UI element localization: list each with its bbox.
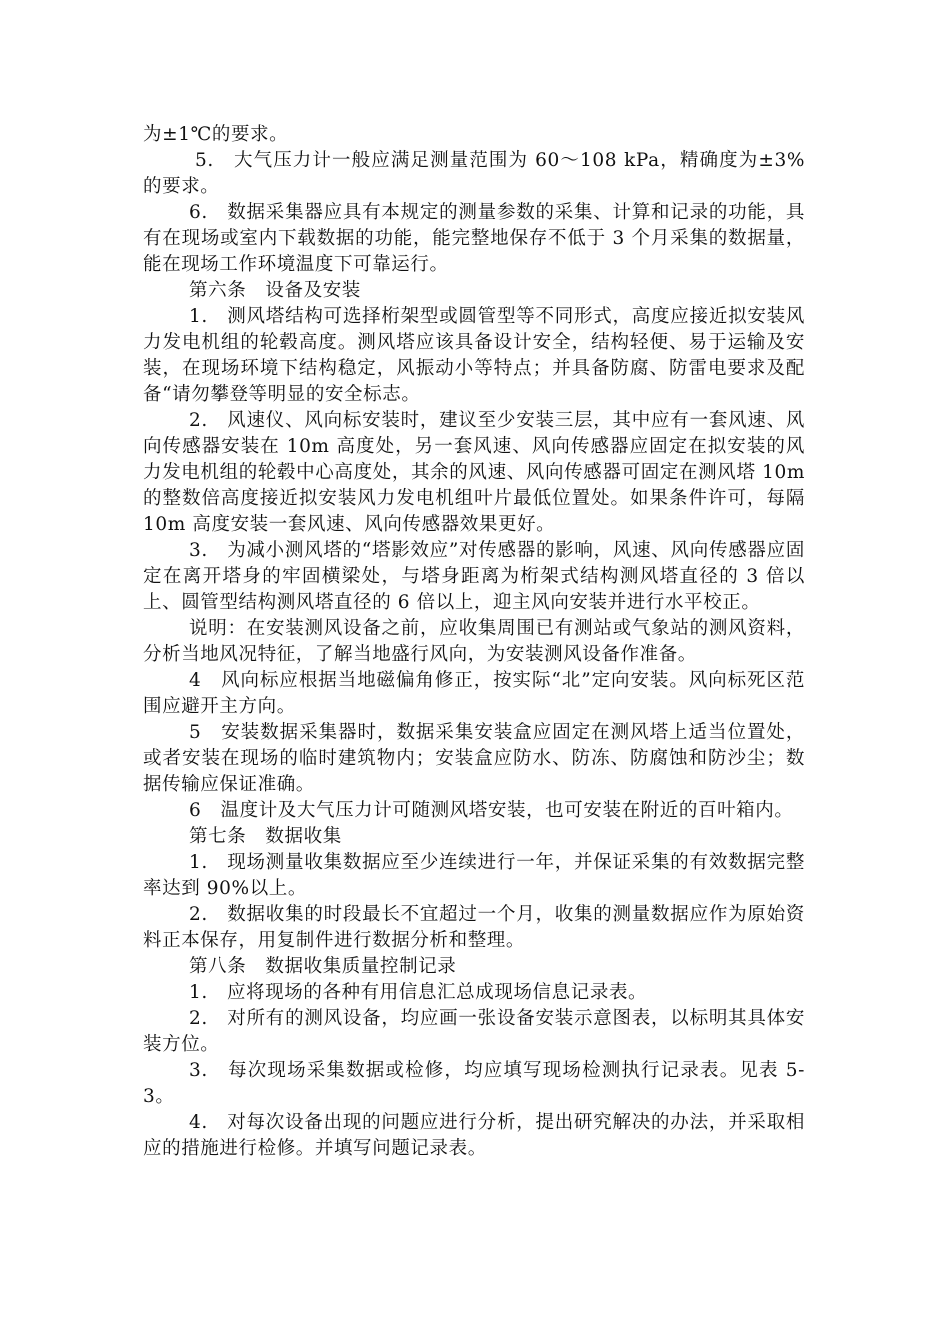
paragraph-6-1: 1. 测风塔结构可选择桁架型或圆管型等不同形式，高度应接近拟安装风力发电机组的轮毂高度。测风塔应该具备设计安全，结构轻便、易于运输及安装，在现场环境下结构稳定，风振动小等特点；并具备防腐、防雷电要求及配备“请勿攀登等明显的安全标志。	[143, 306, 805, 405]
section-heading-article-7: 第七条 数据收集	[189, 826, 342, 847]
paragraph-6-3: 3. 为减小测风塔的“塔影效应”对传感器的影响，风速、风向传感器应固定在离开塔身的牢固横梁处，与塔身距离为桁架式结构测风塔直径的 3 倍以上、圆管型结构测风塔直径的 6 倍以上，迎主风向安装并进行水平校正。	[143, 540, 805, 613]
document-body	[143, 122, 805, 1162]
section-heading-article-8: 第八条 数据收集质量控制记录	[189, 956, 457, 977]
paragraph-6-5: 5 安装数据采集器时，数据采集安装盒应固定在测风塔上适当位置处，或者安装在现场的临时建筑物内；安装盒应防水、防冻、防腐蚀和防沙尘；数据传输应保证准确。	[143, 722, 805, 795]
paragraph-6-6: 6 温度计及大气压力计可随测风塔安装，也可安装在附近的百叶箱内。	[189, 800, 794, 821]
paragraph-8-3: 3. 每次现场采集数据或检修，均应填写现场检测执行记录表。见表 5-3。	[143, 1060, 805, 1107]
paragraph-7-1: 1. 现场测量收集数据应至少连续进行一年，并保证采集的有效数据完整率达到 90%以上。	[143, 852, 805, 899]
section-heading-article-6: 第六条 设备及安装	[189, 280, 361, 301]
paragraph-6-2: 2. 风速仪、风向标安装时，建议至少安装三层，其中应有一套风速、风向传感器安装在 10m 高度处，另一套风速、风向传感器应固定在拟安装的风力发电机组的轮毂中心高度处，其余的风速、风向传感器可固定在测风塔 10m 的整数倍高度接近拟安装风力发电机组叶片最低位置处。如果条件许可，每隔 10m 高度安装一套风速、风向传感器效果更好。	[143, 410, 805, 535]
paragraph-8-2: 2. 对所有的测风设备，均应画一张设备安装示意图表，以标明其具体安装方位。	[143, 1008, 805, 1055]
paragraph-continuation: 为±1℃的要求。	[143, 124, 289, 145]
paragraph-6-note: 说明：在安装测风设备之前，应收集周围已有测站或气象站的测风资料，分析当地风况特征，了解当地盛行风向，为安装测风设备作准备。	[143, 618, 805, 665]
paragraph-6-4: 4 风向标应根据当地磁偏角修正，按实际“北”定向安装。风向标死区范围应避开主方向。	[143, 670, 805, 717]
paragraph-item-6-datalogger: 6. 数据采集器应具有本规定的测量参数的采集、计算和记录的功能，具有在现场或室内下载数据的功能，能完整地保存不低于 3 个月采集的数据量，能在现场工作环境温度下可靠运行。	[143, 202, 805, 275]
paragraph-item-5-pressure: 5. 大气压力计一般应满足测量范围为 60～108 kPa，精确度为±3%的要求。	[143, 150, 805, 197]
paragraph-7-2: 2. 数据收集的时段最长不宜超过一个月，收集的测量数据应作为原始资料正本保存，用复制件进行数据分析和整理。	[143, 904, 805, 951]
paragraph-8-4: 4. 对每次设备出现的问题应进行分析，提出研究解决的办法，并采取相应的措施进行检修。并填写问题记录表。	[143, 1112, 805, 1159]
paragraph-8-1: 1. 应将现场的各种有用信息汇总成现场信息记录表。	[189, 982, 648, 1003]
